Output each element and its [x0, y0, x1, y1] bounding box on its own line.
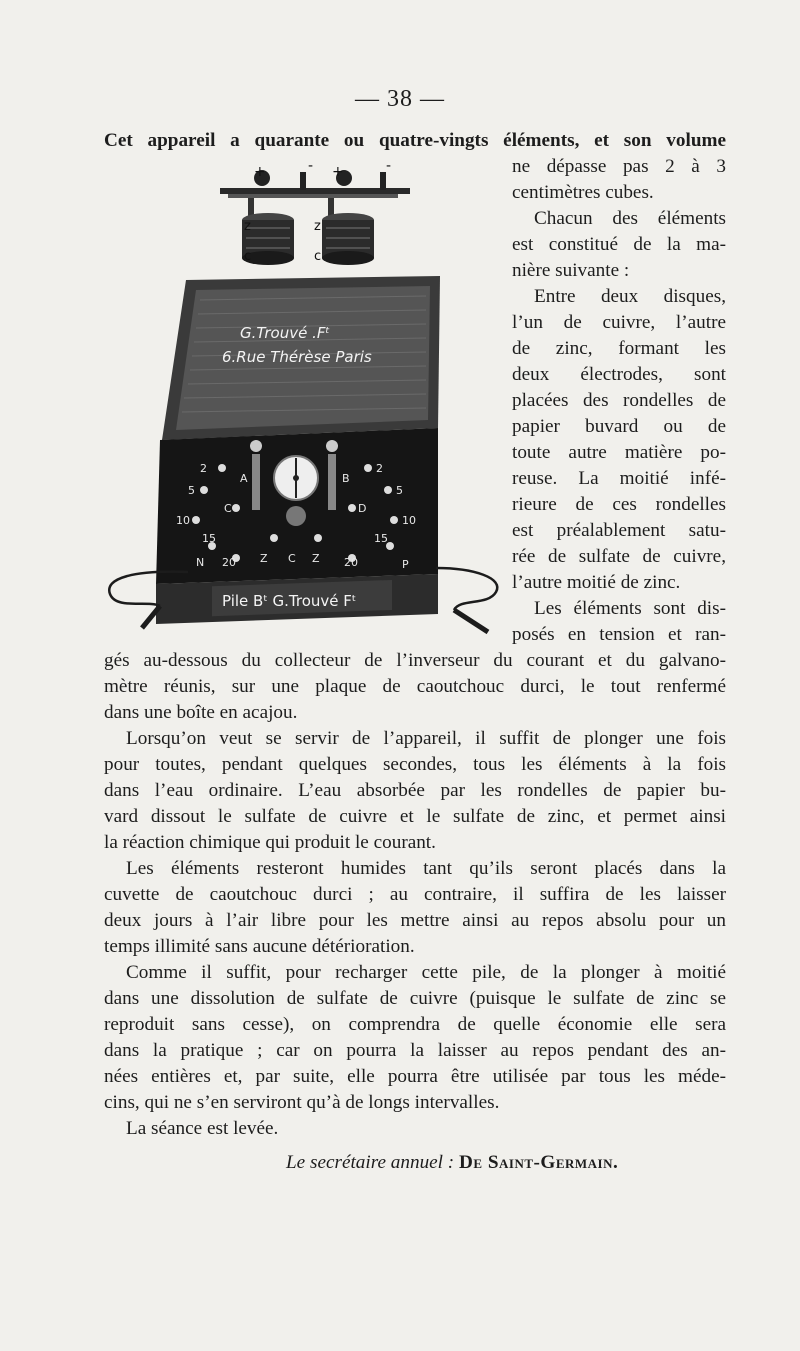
page-number: — 38 —: [355, 86, 445, 112]
text-line: reproduit sans cesse), on comprendra de quelle économie elle sera: [104, 1014, 726, 1035]
cell-elements-illustration: [220, 158, 410, 265]
battery-illustration: [104, 158, 504, 640]
text-line: l’un de cuivre, l’autre: [512, 312, 726, 333]
label-minus-2: -: [386, 158, 392, 174]
text-line: vard dissout le sulfate de cuivre et le sulfate de zinc, et permet ainsi: [104, 806, 726, 827]
text-line: est constitué de la ma-: [512, 234, 726, 255]
text-line: rée de sulfate de cuivre,: [512, 546, 726, 567]
text-line: Lorsqu’on veut se servir de l’appareil, il suffit de plonger une fois: [126, 728, 726, 749]
terminal-label: P: [402, 558, 409, 571]
text-line: nière suivante :: [512, 260, 630, 281]
text-line: nées entières et, par suite, elle pourra être utilisée par tous les méde-: [104, 1066, 726, 1087]
terminal-label: 10: [402, 514, 416, 527]
box-lid: [162, 276, 440, 440]
body-text: [104, 648, 726, 1142]
label-z-2: z: [314, 219, 321, 234]
terminal-label: 2: [200, 462, 207, 475]
text-line: deux électrodes, sont: [512, 364, 726, 385]
terminal-label: C: [288, 552, 296, 565]
text-line: Cet appareil a quarante ou quatre-vingts éléments, et son volume: [104, 130, 726, 151]
text-line: cins, qui ne s’en serviront qu’à de longs intervalles.: [104, 1092, 500, 1113]
terminal-label: 20: [344, 556, 358, 569]
label-c-1: c: [244, 249, 252, 264]
text-line: mètre réunis, sur une plaque de caoutchouc durci, le tout renfermé: [104, 676, 726, 697]
text-line: Les éléments resteront humides tant qu’ils seront placés dans la: [126, 858, 726, 879]
text-line: Chacun des éléments: [534, 208, 726, 229]
terminal-label: 20: [222, 556, 236, 569]
terminal-label: B: [342, 472, 350, 485]
text-line: cuvette de caoutchouc durci ; au contraire, il suffira de les laisser: [104, 884, 726, 905]
terminal-label: A: [240, 472, 248, 485]
label-c-2: c: [314, 249, 322, 264]
terminal-label: 15: [374, 532, 388, 545]
text-line: Entre deux disques,: [534, 286, 726, 307]
terminal-label: 5: [188, 484, 195, 497]
terminal-label: Z: [312, 552, 320, 565]
right-column-text: [512, 154, 726, 648]
terminal-label: 10: [176, 514, 190, 527]
text-line: rieure de ces rondelles: [512, 494, 726, 515]
text-line: deux jours à l’air libre pour les mettre ainsi au repos absolu pour un: [104, 910, 726, 931]
terminal-label: 2: [376, 462, 383, 475]
box-body: [156, 428, 438, 624]
text-line: centimètres cubes.: [512, 182, 654, 203]
text-line: reuse. La moitié infé-: [512, 468, 726, 489]
text-line: de zinc, formant les: [512, 338, 726, 359]
label-z-1: z: [244, 219, 251, 234]
label-plus-2: +: [332, 164, 344, 180]
text-line: gés au-dessous du collecteur de l’inverseur du courant et du galvano-: [104, 650, 726, 671]
signature-name: De Saint-Germain.: [459, 1152, 619, 1173]
text-line: La séance est levée.: [126, 1118, 279, 1139]
terminal-label: D: [358, 502, 367, 515]
text-line: papier buvard ou de: [512, 416, 726, 437]
text-line: la réaction chimique qui produit le courant.: [104, 832, 436, 853]
terminal-label: Z: [260, 552, 268, 565]
text-line: posés en tension et ran-: [512, 624, 726, 645]
text-line: placées des rondelles de: [512, 390, 726, 411]
terminal-label: 15: [202, 532, 216, 545]
lid-address-text: 6.Rue Thérèse Paris: [222, 348, 372, 366]
lid-maker-text: G.Trouvé .Fᵗ: [240, 324, 330, 342]
terminal-label: 5: [396, 484, 403, 497]
terminal-label: N: [196, 556, 205, 569]
text-line: l’autre moitié de zinc.: [512, 572, 681, 593]
terminal-label: C: [224, 502, 232, 515]
text-line: Les éléments sont dis-: [534, 598, 726, 619]
label-minus-1: -: [308, 158, 314, 174]
text-line: temps illimité sans aucune détérioration.: [104, 936, 415, 957]
first-line-block: [104, 128, 726, 154]
text-line: toute autre matière po-: [512, 442, 726, 463]
text-line: dans une dissolution de sulfate de cuivre (puisque le sulfate de zinc se: [104, 988, 726, 1009]
text-line: ne dépasse pas 2 à 3: [512, 156, 726, 177]
signature-line: [286, 1152, 726, 1174]
signature-role: Le secrétaire annuel :: [286, 1152, 455, 1173]
text-line: dans l’eau ordinaire. L’eau absorbée par les rondelles de papier bu-: [104, 780, 726, 801]
text-line: Comme il suffit, pour recharger cette pile, de la plonger à moitié: [126, 962, 726, 983]
label-plus-1: +: [254, 164, 266, 180]
front-plate-text: Pile Bᵗ G.Trouvé Fᵗ: [222, 592, 357, 610]
text-line: dans une boîte en acajou.: [104, 702, 298, 723]
text-line: est préalablement satu-: [512, 520, 726, 541]
text-line: dans la pratique ; car on pourra la laisser au repos pendant des an-: [104, 1040, 726, 1061]
text-line: pour toutes, pendant quelques secondes, tous les éléments à la fois: [104, 754, 726, 775]
